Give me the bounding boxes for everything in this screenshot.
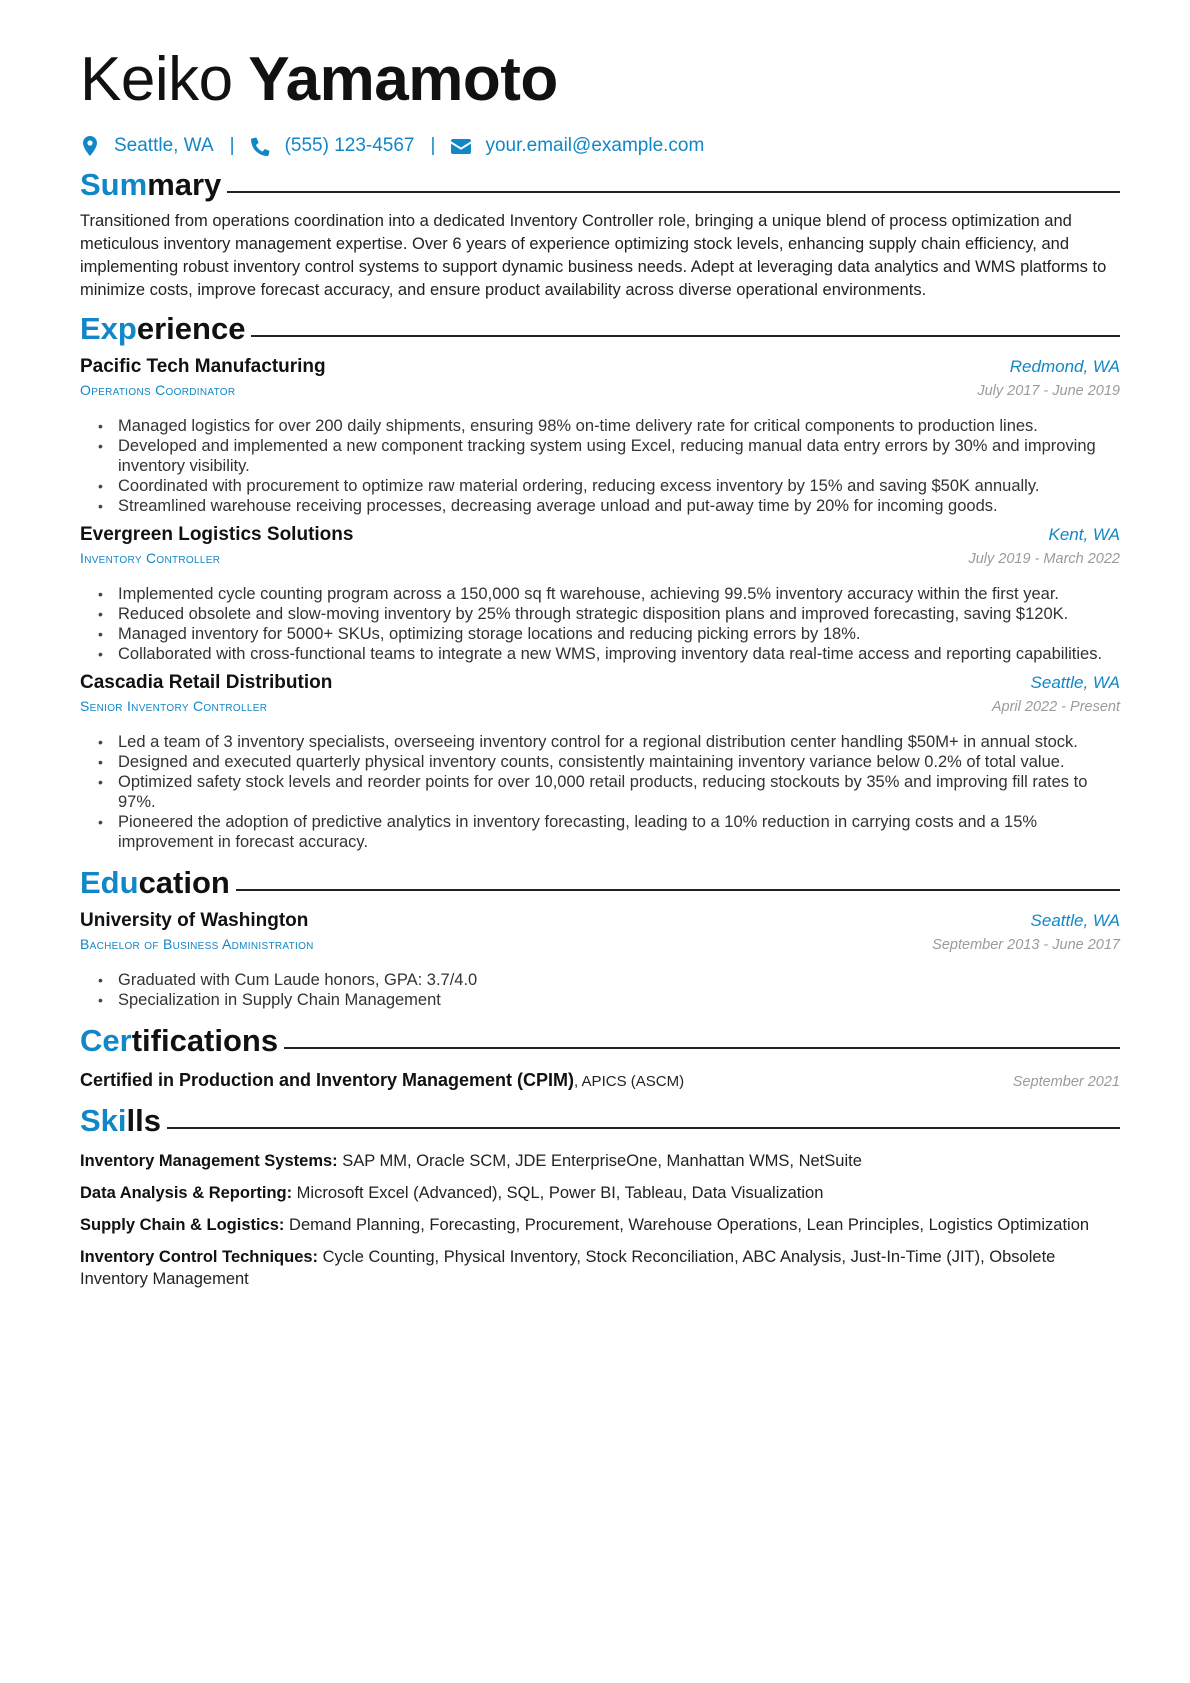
heading-highlight: Sum bbox=[80, 167, 148, 202]
heading-rest: mary bbox=[147, 167, 222, 202]
contact-location bbox=[80, 135, 214, 157]
skill-values: Microsoft Excel (Advanced), SQL, Power BI, Tableau, Data Visualization bbox=[292, 1184, 824, 1202]
contact-phone[interactable] bbox=[251, 135, 415, 157]
education-heading bbox=[80, 864, 1120, 902]
bullet-item: • Implemented cycle counting program across a 150,000 sq ft warehouse, achieving 99.5% inventory accuracy within the first year. bbox=[118, 584, 1120, 604]
skill-values: Cycle Counting, Physical Inventory, Stock Reconciliation, ABC Analysis, Just-In-Time (JIT), Obsolete Inventory Management bbox=[80, 1248, 1056, 1288]
job-dates: July 2019 - March 2022 bbox=[968, 551, 1120, 567]
job-bullets bbox=[80, 584, 1120, 664]
certification-date: September 2021 bbox=[1012, 1074, 1120, 1090]
bullet-item: • Streamlined warehouse receiving processes, decreasing average unload and put-away time by 20% for incoming goods. bbox=[118, 496, 1120, 516]
summary-heading bbox=[80, 166, 1120, 204]
job-entry bbox=[80, 524, 1120, 664]
school-name: University of Washington bbox=[80, 910, 309, 931]
heading-rule bbox=[236, 889, 1120, 891]
skill-values: Demand Planning, Forecasting, Procurement, Warehouse Operations, Lean Principles, Logistics Optimization bbox=[284, 1216, 1090, 1234]
heading-rule bbox=[167, 1127, 1120, 1129]
map-pin-icon bbox=[80, 135, 100, 157]
heading-rest: cation bbox=[138, 865, 230, 900]
contact-separator: | bbox=[430, 135, 436, 156]
bullet-item: • Graduated with Cum Laude honors, GPA: 3.7/4.0 bbox=[118, 970, 1120, 990]
heading-highlight: Exp bbox=[80, 311, 137, 346]
summary-text: Transitioned from operations coordination into a dedicated Inventory Controller role, bringing a unique blend of process optimization and meticulous inventory management expertise. Over 6 years of experience optimizing stock levels, enhancing supply chain efficiency, and implementing robust inventory control systems to support dynamic business needs. Adept at leveraging data analytics and WMS platforms to minimize costs, improve forecast accuracy, and ensure product availability across diverse operational environments. bbox=[80, 212, 1107, 299]
education-bullets bbox=[80, 970, 1120, 1010]
degree: Bachelor of Business Administration bbox=[80, 936, 314, 952]
job-location: Kent, WA bbox=[1048, 525, 1120, 544]
skill-row bbox=[80, 1214, 1120, 1236]
job-dates: April 2022 - Present bbox=[991, 699, 1120, 715]
job-title: Operations Coordinator bbox=[80, 382, 236, 398]
skill-row bbox=[80, 1246, 1120, 1290]
contact-separator: | bbox=[229, 135, 235, 156]
job-entry bbox=[80, 356, 1120, 516]
education-entry bbox=[80, 910, 1120, 1010]
certification-item bbox=[80, 1070, 1120, 1096]
skill-category: Data Analysis & Reporting: bbox=[80, 1184, 293, 1202]
job-location: Redmond, WA bbox=[1009, 357, 1120, 376]
bullet-item: • Managed logistics for over 200 daily shipments, ensuring 98% on-time delivery rate for critical components to production lines. bbox=[118, 416, 1120, 436]
skill-values: SAP MM, Oracle SCM, JDE EnterpriseOne, Manhattan WMS, NetSuite bbox=[337, 1152, 862, 1170]
last-name: Yamamoto bbox=[248, 45, 558, 114]
company-name: Evergreen Logistics Solutions bbox=[80, 524, 354, 545]
heading-highlight: Ski bbox=[80, 1103, 127, 1138]
bullet-item: • Optimized safety stock levels and reorder points for over 10,000 retail products, reducing stockouts by 35% and improving fill rates to 97%. bbox=[118, 772, 1120, 812]
contact-email[interactable] bbox=[451, 135, 704, 157]
heading-rest: lls bbox=[126, 1103, 161, 1138]
bullet-item: • Led a team of 3 inventory specialists, overseeing inventory control for a regional distribution center handling $50M+ in annual stock. bbox=[118, 732, 1120, 752]
heading-rest: erience bbox=[136, 311, 246, 346]
first-name: Keiko bbox=[80, 45, 233, 114]
bullet-item: • Reduced obsolete and slow-moving inventory by 25% through strategic disposition plans and improved forecasting, saving $120K. bbox=[118, 604, 1120, 624]
location-text: Seattle, WA bbox=[114, 135, 214, 156]
envelope-icon bbox=[451, 135, 471, 157]
experience-heading bbox=[80, 310, 1120, 348]
heading-highlight: Edu bbox=[80, 865, 139, 900]
heading-rule bbox=[251, 335, 1120, 337]
company-name: Pacific Tech Manufacturing bbox=[80, 356, 326, 377]
heading-rule bbox=[284, 1047, 1120, 1049]
heading-rule bbox=[227, 191, 1120, 193]
skill-row bbox=[80, 1182, 1120, 1204]
skill-category: Inventory Management Systems: bbox=[80, 1152, 338, 1170]
job-bullets bbox=[80, 416, 1120, 516]
heading-highlight: Cer bbox=[80, 1023, 132, 1058]
phone-icon bbox=[251, 135, 271, 157]
company-name: Cascadia Retail Distribution bbox=[80, 672, 333, 693]
school-location: Seattle, WA bbox=[1030, 911, 1120, 930]
bullet-item: • Specialization in Supply Chain Management bbox=[118, 990, 1120, 1010]
email-text: your.email@example.com bbox=[485, 135, 705, 156]
bullet-item: • Designed and executed quarterly physical inventory counts, consistently maintaining inventory variance below 0.2% of total value. bbox=[118, 752, 1120, 772]
job-location: Seattle, WA bbox=[1030, 673, 1120, 692]
skill-category: Inventory Control Techniques: bbox=[80, 1248, 319, 1266]
job-dates: July 2017 - June 2019 bbox=[977, 383, 1120, 399]
job-bullets bbox=[80, 732, 1120, 852]
phone-text: (555) 123-4567 bbox=[284, 135, 415, 156]
heading-rest: tifications bbox=[131, 1023, 279, 1058]
bullet-item: • Pioneered the adoption of predictive analytics in inventory forecasting, leading to a 10% reduction in carrying costs and a 15% improvement in forecast accuracy. bbox=[118, 812, 1120, 852]
job-title: Senior Inventory Controller bbox=[80, 698, 268, 714]
contact-line bbox=[80, 132, 1120, 160]
job-entry bbox=[80, 672, 1120, 852]
certifications-heading bbox=[80, 1022, 1120, 1060]
skill-category: Supply Chain & Logistics: bbox=[80, 1216, 285, 1234]
bullet-item: • Developed and implemented a new component tracking system using Excel, reducing manual data entry errors by 30% and improving inventory visibility. bbox=[118, 436, 1120, 476]
education-dates: September 2013 - June 2017 bbox=[932, 937, 1120, 953]
skill-row bbox=[80, 1150, 1120, 1172]
bullet-item: • Managed inventory for 5000+ SKUs, optimizing storage locations and reducing picking errors by 18%. bbox=[118, 624, 1120, 644]
bullet-item: • Coordinated with procurement to optimize raw material ordering, reducing excess inventory by 15% and saving $50K annually. bbox=[118, 476, 1120, 496]
certification-issuer: , APICS (ASCM) bbox=[574, 1073, 685, 1090]
certification-name: Certified in Production and Inventory Management (CPIM) bbox=[80, 1070, 575, 1090]
skills-heading bbox=[80, 1102, 1120, 1140]
job-title: Inventory Controller bbox=[80, 550, 221, 566]
bullet-item: • Collaborated with cross-functional teams to integrate a new WMS, improving inventory data real-time access and reporting capabilities. bbox=[118, 644, 1120, 664]
candidate-name bbox=[80, 40, 1120, 120]
resume-page bbox=[80, 40, 1120, 1290]
